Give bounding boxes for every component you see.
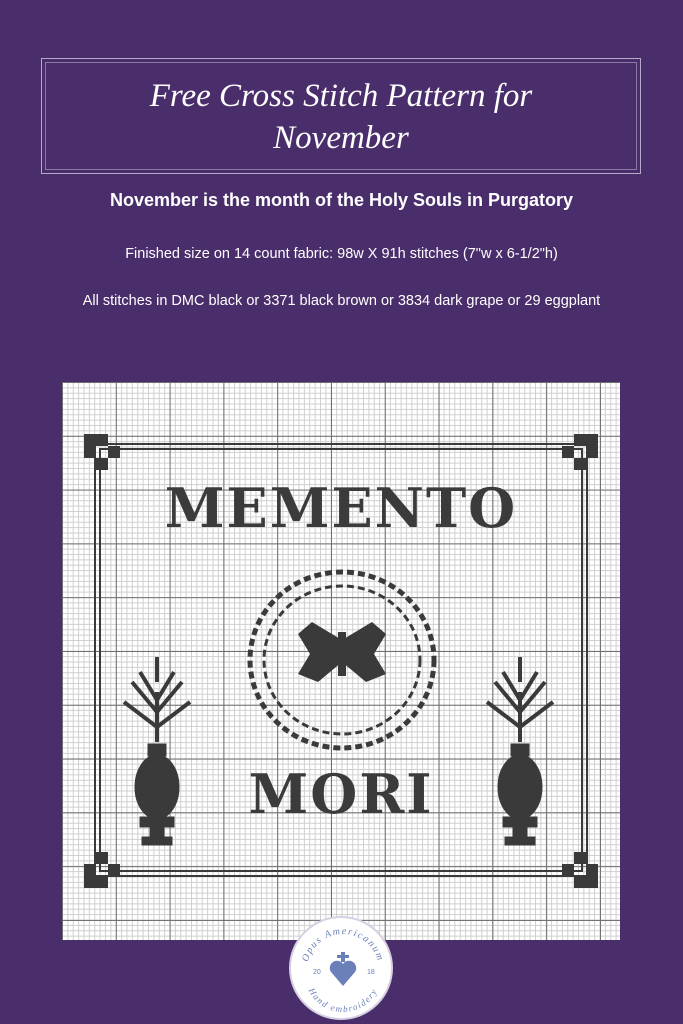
chart-motifs-svg [62, 382, 620, 940]
corner-motif-top-right [562, 434, 598, 470]
badge-text-bottom: Hand embroidery [306, 986, 380, 1015]
sacred-heart-icon [330, 952, 356, 986]
opus-americanum-badge[interactable] [289, 916, 393, 1020]
badge-year-right: 18 [367, 969, 375, 976]
cross-stitch-chart [62, 382, 620, 940]
subtitle: November is the month of the Holy Souls in Purgatory [109, 190, 574, 210]
title-banner [41, 58, 641, 174]
badge-svg [291, 918, 395, 1022]
finished-size-text: Finished size on 14 count fabric: 98w X 91h stitches (7"w x 6-1/2"h) [125, 246, 558, 262]
thread-colors-text: All stitches in DMC black or 3371 black brown or 3834 dark grape or 29 eggplant [82, 293, 601, 309]
butterfly-motif [298, 622, 386, 682]
badge-text-top: Opus Americanum [300, 925, 386, 964]
page-title: Free Cross Stitch Pattern for November [149, 78, 533, 156]
badge-year-left: 20 [313, 969, 321, 976]
corner-motif-top-left [84, 434, 120, 470]
memento-text: MEMENTO [62, 476, 620, 540]
mori-text: MORI [62, 762, 620, 826]
